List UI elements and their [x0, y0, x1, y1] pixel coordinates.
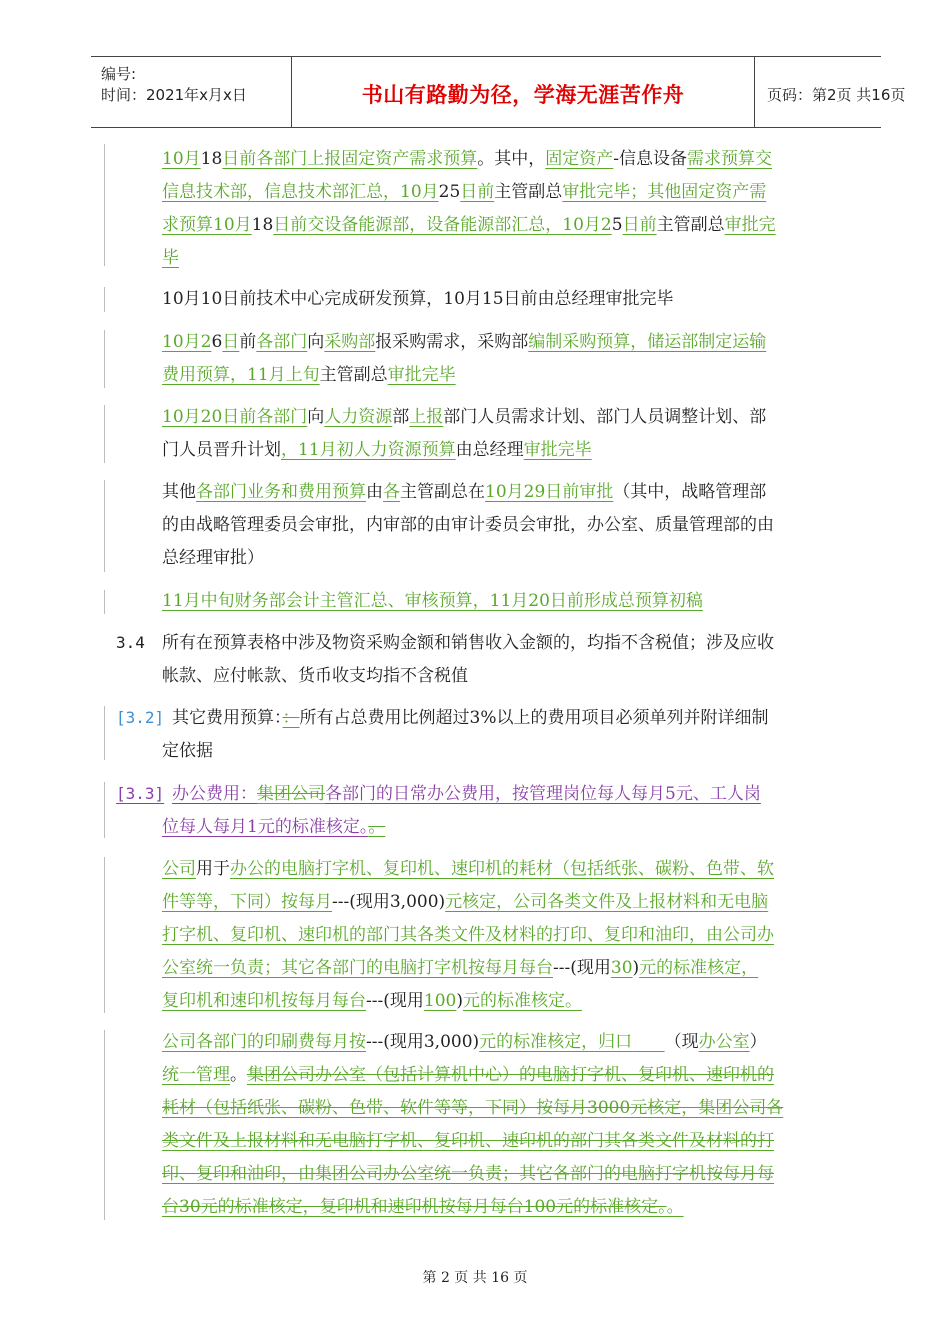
change-bar: [104, 782, 105, 838]
change-bar: [104, 706, 105, 760]
paragraph-other-depts: [162, 476, 774, 575]
text-line: 统一管理。集团公司办公室（包括计算机中心）的电脑打字机、复印机、速印机的: [162, 1065, 774, 1085]
text-line: 复印机和速印机按每月每台---(现用100)元的标准核定。: [162, 991, 582, 1011]
paragraph-tax-note: [162, 627, 774, 693]
text-line: 门人员晋升计划，11月初人力资源预算由总经理审批完毕: [162, 440, 592, 460]
text-line: 印、复印和油印，由集团公司办公室统一负责；其它各部门的电脑打字机按每月每: [162, 1164, 774, 1184]
text-line: 毕: [162, 248, 179, 268]
paragraph-other-expenses: [172, 702, 768, 735]
text-line: 办公费用：集团公司各部门的日常办公费用，按管理岗位每人每月5元、工人岗: [172, 784, 761, 804]
text-line: 信息技术部，信息技术部汇总，10月25日前主管副总审批完毕；其他固定资产需: [162, 182, 767, 202]
paragraph-printing: [162, 1026, 783, 1224]
text-line: 件等等，下同）按每月---(现用3,000)元核定，公司各类文件及上报材料和无电脑: [162, 892, 769, 912]
header-meta-cell: [91, 57, 291, 127]
text-line: 10月10日前技术中心完成研发预算，10月15日前由总经理审批完毕: [162, 289, 674, 309]
text-line: 10月18日前各部门上报固定资产需求预算。其中，固定资产-信息设备需求预算交: [162, 149, 773, 169]
paragraph-finance-summary: [162, 585, 703, 618]
text-line: 台30元的标准核定，复印机和速印机按每月每台100元的标准核定。。: [162, 1197, 684, 1217]
text-line: 打字机、复印机、速印机的部门其各类文件及材料的打印、复印和油印，由公司办: [162, 925, 774, 945]
text-line: 公司各部门的印刷费每月按---(现用3,000)元的标准核定，归口 （现办公室）: [162, 1032, 767, 1052]
page-info: 页码：第2页 共16页: [767, 86, 906, 104]
text-line: 其它费用预算：：所有占总费用比例超过3%以上的费用项目必须单列并附详细制: [172, 708, 769, 728]
text-line: 的由战略管理委员会审批，内审部的由审计委员会审批，办公室、质量管理部的由: [162, 515, 774, 535]
motto-text: 书山有路勤为径，学海无涯苦作舟: [361, 83, 685, 107]
text-line: 其他各部门业务和费用预算由各主管副总在10月29日前审批（其中，战略管理部: [162, 482, 767, 502]
change-bar: [104, 1030, 105, 1220]
time-label: 时间：2021年x月x日: [101, 86, 247, 104]
change-bar: [104, 330, 105, 388]
text-line: 所有在预算表格中涉及物资采购金额和销售收入金额的，均指不含税值；涉及应收: [162, 633, 774, 653]
paragraph-fixed-assets: [162, 143, 776, 275]
text-line: 费用预算，11月上旬主管副总审批完毕: [162, 365, 456, 385]
change-bar: [104, 144, 105, 266]
header-page-cell: [753, 57, 906, 127]
text-line: 公司用于办公的电脑打字机、复印机、速印机的耗材（包括纸张、碳粉、色带、软: [162, 859, 774, 879]
text-line: 定依据: [162, 741, 213, 761]
paragraph-other-expenses-cont: [162, 735, 213, 768]
change-bar: [104, 857, 105, 1013]
paragraph-hr: [162, 401, 766, 467]
header-motto-cell: [291, 57, 755, 127]
text-line: 求预算10月18日前交设备能源部，设备能源部汇总，10月25日前主管副总审批完: [162, 215, 776, 235]
section-number: [3.2]: [116, 708, 165, 727]
text-line: 位每人每月1元的标准核定。。: [162, 817, 386, 837]
number-label: 编号:: [101, 65, 137, 83]
text-line: 类文件及上报材料和无电脑打字机、复印机、速印机的部门其各类文件及材料的打: [162, 1131, 774, 1151]
page-footer: 第 2 页 共 16 页: [422, 1270, 528, 1286]
page-header: [91, 56, 906, 128]
section-number: 3.4: [116, 633, 145, 652]
paragraph-rd-budget: [162, 283, 674, 316]
paragraph-office-expenses: [172, 778, 761, 811]
text-line: 公室统一负责；其它各部门的电脑打字机按每月每台---(现用30)元的标准核定，: [162, 958, 759, 978]
text-line: 10月20日前各部门向人力资源部上报部门人员需求计划、部门人员调整计划、部: [162, 407, 767, 427]
paragraph-consumables: [162, 853, 774, 1018]
text-line: 总经理审批）: [162, 548, 264, 568]
section-number: [3.3]: [116, 784, 165, 803]
text-line: 耗材（包括纸张、碳粉、色带、软件等等，下同）按每月3000元核定，集团公司各: [162, 1098, 784, 1118]
text-line: 10月26日前各部门向采购部报采购需求，采购部编制采购预算，储运部制定运输: [162, 332, 767, 352]
change-bar: [104, 480, 105, 572]
change-bar: [104, 590, 105, 614]
text-line: 11月中旬财务部会计主管汇总、审核预算，11月20日前形成总预算初稿: [162, 591, 703, 611]
change-bar: [104, 405, 105, 463]
paragraph-office-expenses-cont: [162, 811, 385, 844]
text-line: 帐款、应付帐款、货币收支均指不含税值: [162, 666, 468, 686]
change-bar: [104, 287, 105, 312]
paragraph-procurement: [162, 326, 766, 392]
